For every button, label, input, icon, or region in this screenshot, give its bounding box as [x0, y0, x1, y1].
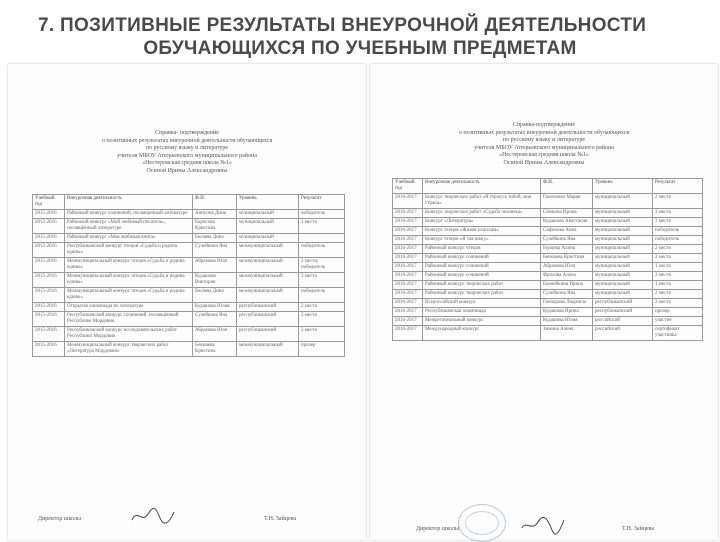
- table-cell: 2016-2017: [393, 209, 423, 218]
- table-cell: республиканский: [237, 312, 299, 327]
- table-cell: 2016-2017: [393, 317, 423, 326]
- slide-title-line-1: 7. ПОЗИТИВНЫЕ РЕЗУЛЬТАТЫ ВНЕУРОЧНОЙ ДЕЯТЕЛЬНОСТИ: [38, 15, 647, 36]
- table-cell: российский: [593, 317, 653, 326]
- table-cell: Кудашова Ирина: [541, 308, 593, 317]
- table-cell: 2015-2016: [33, 273, 65, 288]
- table-cell: Межмуниципальный конкурс чтецов «Судьба и родина едины»: [65, 258, 193, 273]
- table-cell: межмуниципальный: [237, 288, 299, 303]
- table-cell: 2 место: [299, 327, 345, 342]
- table-cell: 3 место: [653, 209, 703, 218]
- table-cell: Районный конкурс творческих работ: [423, 290, 541, 299]
- table-cell: Республиканский конкурс исследовательских работ Республики Мордовия: [65, 327, 193, 342]
- slide-title: [0, 14, 720, 60]
- table-row: [393, 194, 703, 209]
- table-cell: Районный конкурс «Мой любимый писатель», посвящённый литературе: [65, 219, 193, 234]
- column-header: Учебный год: [393, 179, 423, 194]
- table-cell: Гоноченко Мария: [541, 194, 593, 209]
- table-cell: Фролова Алена: [541, 272, 593, 281]
- table-cell: 1 место: [653, 263, 703, 272]
- table-cell: Бесяева Дина: [193, 234, 237, 243]
- column-header: Результат: [299, 195, 345, 210]
- table-cell: 2015-2016: [33, 303, 65, 312]
- table-cell: победитель: [299, 288, 345, 303]
- right-doc-signature-name: Т.Н. Зайцева: [622, 526, 655, 532]
- table-row: [393, 254, 703, 263]
- table-cell: республиканский: [237, 327, 299, 342]
- table-cell: 2 место: [653, 245, 703, 254]
- right-doc-header-line: «Нестеровская средняя школа №1»: [499, 152, 589, 158]
- table-cell: муниципальный: [593, 245, 653, 254]
- table-cell: призер: [299, 342, 345, 357]
- left-doc-table: [32, 194, 345, 357]
- table-cell: Гончарова Людмила: [541, 299, 593, 308]
- table-cell: 2016-2017: [393, 194, 423, 209]
- table-row: [393, 218, 703, 227]
- table-cell: Сафонова Анна: [541, 227, 593, 236]
- table-cell: российский: [593, 326, 653, 341]
- signature-scribble: [520, 516, 566, 536]
- table-cell: 2015-2016: [33, 342, 65, 357]
- table-cell: муниципальный: [593, 263, 653, 272]
- right-doc-header: [370, 122, 718, 167]
- table-cell: победитель: [299, 210, 345, 219]
- table-header-row: [33, 195, 345, 210]
- table-cell: Районный конкурс творческих работ: [423, 281, 541, 290]
- table-cell: Кудашова Виктория: [193, 273, 237, 288]
- right-doc-signature-title: Директор школы: [416, 526, 460, 532]
- table-row: [393, 299, 703, 308]
- table-cell: Бесяева Дина: [193, 288, 237, 303]
- table-cell: Межмуниципальный конкурс чтецов «Судьба и родина едины»: [65, 288, 193, 303]
- table-cell: муниципальный: [593, 236, 653, 245]
- left-doc-header-line: Справка- подтверждение: [155, 130, 219, 136]
- table-cell: муниципальный: [593, 209, 653, 218]
- table-row: [33, 243, 345, 258]
- table-cell: 2016-2017: [393, 272, 423, 281]
- table-row: [33, 234, 345, 243]
- table-cell: 2015-2016: [33, 234, 65, 243]
- column-header: Учебный год: [33, 195, 65, 210]
- table-cell: муниципальный: [593, 281, 653, 290]
- table-row: [33, 219, 345, 234]
- table-cell: Сулейкина Яна: [541, 236, 593, 245]
- table-cell: победитель: [653, 227, 703, 236]
- table-cell: победитель: [653, 236, 703, 245]
- table-cell: Абрамова Юля: [193, 258, 237, 273]
- table-row: [33, 288, 345, 303]
- table-cell: Конкурс чтецов «Живая классика»: [423, 227, 541, 236]
- table-cell: межмуниципальный: [237, 243, 299, 258]
- table-cell: 2016-2017: [393, 299, 423, 308]
- table-cell: 2016-2017: [393, 281, 423, 290]
- table-cell: муниципальный: [593, 218, 653, 227]
- right-doc-header-line: Справка-подтверждение: [512, 122, 576, 128]
- table-cell: республиканский: [593, 308, 653, 317]
- table-cell: 2016-2017: [393, 308, 423, 317]
- table-cell: Районный конкурс «Моя любимая книга»: [65, 234, 193, 243]
- slide-title-line-2: ОБУЧАЮЩИХСЯ ПО УЧЕБНЫМ ПРЕДМЕТАМ: [143, 38, 577, 59]
- table-cell: 2016-2017: [393, 290, 423, 299]
- table-cell: муниципальный: [593, 227, 653, 236]
- table-row: [33, 303, 345, 312]
- right-doc-table: [392, 178, 703, 341]
- table-cell: 2 место; победитель: [299, 258, 345, 273]
- table-cell: 1 место: [653, 281, 703, 290]
- table-cell: Абрамова Юля: [193, 327, 237, 342]
- table-cell: Районный конкурс сочинений: [423, 263, 541, 272]
- left-doc-signature-name: Т.Н. Зайцева: [264, 516, 297, 522]
- table-cell: муниципальный: [593, 290, 653, 299]
- column-header: Уровень: [237, 195, 299, 210]
- table-cell: муниципальный: [593, 194, 653, 209]
- table-cell: 2016-2017: [393, 326, 423, 341]
- table-cell: Районный конкурс сочинений: [423, 272, 541, 281]
- table-cell: межмуниципальный: [237, 342, 299, 357]
- table-cell: Конкурс чтецов «Я так вижу»: [423, 236, 541, 245]
- table-cell: 2015-2016: [33, 327, 65, 342]
- right-document-scan: [370, 64, 718, 540]
- table-cell: Районный конкурс сочинений, посвященный литературе: [65, 210, 193, 219]
- column-header: Внеурочная деятельность: [423, 179, 541, 194]
- table-cell: Кудашова Анастасия: [541, 218, 593, 227]
- table-row: [33, 273, 345, 288]
- table-cell: Сёмкина Ирина: [541, 209, 593, 218]
- table-cell: 2 место: [653, 299, 703, 308]
- table-row: [393, 290, 703, 299]
- table-row: [33, 258, 345, 273]
- table-row: [393, 326, 703, 341]
- official-stamp: [458, 504, 506, 542]
- table-cell: муниципальный: [237, 234, 299, 243]
- table-header-row: [393, 179, 703, 194]
- table-cell: 2 место: [299, 273, 345, 288]
- table-cell: Сулейкина Яна: [193, 312, 237, 327]
- right-doc-header-line: учителя МБОУ Атюрьевского муниципального района: [474, 144, 614, 151]
- left-doc-header-line: учителя МБОУ Атюрьевского муниципального района: [117, 152, 257, 159]
- table-cell: 2015-2016: [33, 288, 65, 303]
- table-cell: сертификат участника: [653, 326, 703, 341]
- table-cell: муниципальный: [593, 272, 653, 281]
- right-doc-header-line: Осиной Ирины Александровны: [503, 159, 585, 166]
- table-cell: Екенейкина Ирина: [541, 281, 593, 290]
- table-cell: Конкурс творческих работ «Судьба человека»: [423, 209, 541, 218]
- table-row: [393, 308, 703, 317]
- table-row: [33, 210, 345, 219]
- left-doc-signature-title: Директор школы: [38, 516, 82, 522]
- table-cell: Бурцева Алина: [541, 245, 593, 254]
- table-cell: победитель: [299, 243, 345, 258]
- table-cell: 2016-2017: [393, 263, 423, 272]
- table-cell: муниципальный: [237, 219, 299, 234]
- table-row: [33, 327, 345, 342]
- right-doc-header-line: о позитивных результатах внеурочной деятельности обучающихся: [458, 129, 630, 136]
- table-cell: 2 место: [653, 272, 703, 281]
- table-cell: Конкурс творческих работ «Я горжусь тобой, моя страна»: [423, 194, 541, 209]
- table-row: [393, 317, 703, 326]
- left-doc-header: [8, 130, 366, 175]
- table-cell: Бекмаева Кристина: [541, 254, 593, 263]
- table-cell: 2016-2017: [393, 245, 423, 254]
- table-cell: Межмуниципальный конкурс творческих работ «Литература Мордовии»: [65, 342, 193, 357]
- table-cell: муниципальный: [237, 210, 299, 219]
- table-cell: Международный конкурс: [423, 326, 541, 341]
- table-cell: Бекмаева Кристина: [193, 342, 237, 357]
- table-cell: муниципальный: [593, 254, 653, 263]
- column-header: Внеурочная деятельность: [65, 195, 193, 210]
- table-cell: Конкурс «Литература»: [423, 218, 541, 227]
- table-row: [393, 281, 703, 290]
- table-row: [393, 236, 703, 245]
- table-cell: 2 место: [653, 254, 703, 263]
- table-cell: Зимина Алена: [541, 326, 593, 341]
- table-cell: 3 место: [653, 218, 703, 227]
- table-cell: Открытая олимпиада по литературе: [65, 303, 193, 312]
- left-doc-header-line: о позитивных результатах внеурочной деятельности обучающихся: [101, 137, 273, 144]
- table-cell: 2 место: [653, 290, 703, 299]
- table-cell: 2 место: [299, 312, 345, 327]
- table-cell: республиканский: [237, 303, 299, 312]
- column-header: Уровень: [593, 179, 653, 194]
- table-cell: [299, 234, 345, 243]
- table-cell: 2015-2016: [33, 219, 65, 234]
- signature-scribble: [130, 506, 176, 526]
- table-cell: Межмуниципальный конкурс чтецов «Судьба и родина едины»: [65, 273, 193, 288]
- table-cell: 2 место: [299, 303, 345, 312]
- table-cell: призер: [653, 308, 703, 317]
- column-header: Ф.И.: [193, 195, 237, 210]
- table-cell: 2016-2017: [393, 218, 423, 227]
- table-cell: Районный конкурс сочинений: [423, 254, 541, 263]
- table-cell: республиканский: [593, 299, 653, 308]
- left-doc-header-line: «Нестеровская средняя школа №1»: [142, 160, 232, 166]
- table-row: [393, 272, 703, 281]
- table-cell: Сулейкина Яна: [193, 243, 237, 258]
- column-header: Результат: [653, 179, 703, 194]
- table-cell: 2016-2017: [393, 236, 423, 245]
- table-row: [393, 209, 703, 218]
- table-cell: Республиканский конкурс сочинений, посвящённый Республике Мордовия: [65, 312, 193, 327]
- table-cell: 2015-2016: [33, 243, 65, 258]
- table-cell: участие: [653, 317, 703, 326]
- table-cell: Республиканская олимпиада: [423, 308, 541, 317]
- table-cell: Кудашова Юлия: [541, 317, 593, 326]
- table-cell: Абрамова Юля: [541, 263, 593, 272]
- table-row: [33, 312, 345, 327]
- table-cell: 2016-2017: [393, 254, 423, 263]
- left-doc-header-line: по русскому языку и литературе: [145, 145, 229, 151]
- table-cell: Анисина Дина: [193, 210, 237, 219]
- table-cell: 2 место: [653, 194, 703, 209]
- table-cell: межмуниципальный: [237, 273, 299, 288]
- table-row: [393, 263, 703, 272]
- table-cell: 1 место: [299, 219, 345, 234]
- table-cell: 2015-2016: [33, 210, 65, 219]
- column-header: Ф.И.: [541, 179, 593, 194]
- table-cell: 2015-2016: [33, 258, 65, 273]
- left-document-scan: [8, 64, 366, 540]
- table-cell: Сулейкина Яна: [541, 290, 593, 299]
- right-doc-header-line: по русскому языку и литературе: [502, 137, 586, 143]
- table-cell: 2016-2017: [393, 227, 423, 236]
- table-cell: 2015-2016: [33, 312, 65, 327]
- table-cell: Всероссийский конкурс: [423, 299, 541, 308]
- table-cell: Межрегиональный конкурс: [423, 317, 541, 326]
- table-cell: Кудашова Юлия: [193, 303, 237, 312]
- table-cell: Борисова Кристина: [193, 219, 237, 234]
- table-row: [393, 245, 703, 254]
- table-cell: Республиканский конкурс чтецов «Судьба и родина едины»: [65, 243, 193, 258]
- table-cell: Районный конкурс чтецов: [423, 245, 541, 254]
- table-row: [393, 227, 703, 236]
- table-cell: межмуниципальный: [237, 258, 299, 273]
- table-row: [33, 342, 345, 357]
- left-doc-header-line: Осиной Ирины Александровны: [146, 167, 228, 174]
